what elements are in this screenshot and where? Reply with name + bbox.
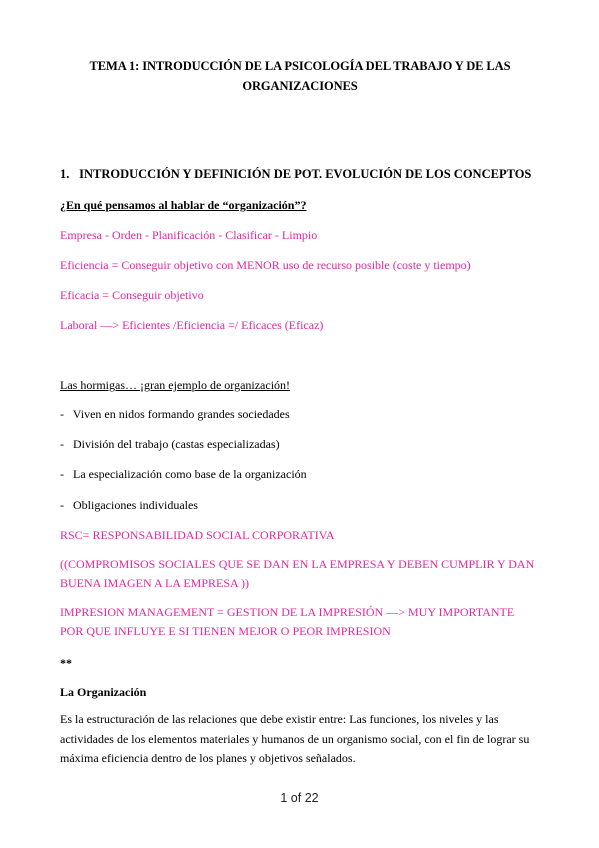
pink-line: Empresa - Orden - Planificación - Clasificar - Limpio (60, 228, 318, 242)
bullet-marker: - (60, 407, 64, 421)
org-definition: Es la estructuración de las relaciones que debe existir entre: Las funciones, los niveles y las actividades de los elementos materiales y humanos de un organismo social, con el fin de lograr su máxima eficiencia dentro de los planes y objetivos señalados. (60, 712, 530, 765)
section-heading (60, 166, 531, 182)
pink-line: Eficiencia = Conseguir objetivo con MENOR uso de recurso posible (coste y tiempo) (60, 258, 471, 272)
org-heading: La Organización (60, 685, 147, 699)
section-number: 1. (60, 167, 70, 181)
list-item (60, 466, 307, 482)
bullet-marker: - (60, 437, 64, 451)
impression-note: IMPRESION MANAGEMENT = GESTION DE LA IMPRESIÓN —> MUY IMPORTANTE POR QUE INFLUYE E SI TIENEN MEJOR O PEOR IMPRESION (60, 605, 515, 638)
list-item-text: División del trabajo (castas especializadas) (73, 437, 280, 451)
page-indicator: 1 of 22 (280, 791, 319, 805)
ants-heading: Las hormigas… ¡gran ejemplo de organización! (60, 378, 291, 392)
bullet-marker: - (60, 498, 64, 512)
pink-line: Laboral —> Eficientes /Eficiencia =/ Eficaces (Eficaz) (60, 318, 324, 332)
rsc-note: ((COMPROMISOS SOCIALES QUE SE DAN EN LA EMPRESA Y DEBEN CUMPLIR Y DAN BUENA IMAGEN A LA EMPRESA )) (60, 557, 535, 590)
list-item-text: Viven en nidos formando grandes sociedades (72, 407, 290, 421)
pink-line: Eficacia = Conseguir objetivo (60, 288, 204, 302)
list-item-text: La especialización como base de la organización (73, 467, 307, 481)
list-item-text: Obligaciones individuales (73, 498, 198, 512)
document-title: TEMA 1: INTRODUCCIÓN DE LA PSICOLOGÍA DEL TRABAJO Y DE LAS ORGANIZACIONES (89, 59, 511, 93)
bullet-marker: - (60, 467, 64, 481)
question-heading: ¿En qué pensamos al hablar de “organización”? (60, 198, 307, 212)
list-item (60, 436, 280, 452)
rsc-line: RSC= RESPONSABILIDAD SOCIAL CORPORATIVA (60, 528, 335, 542)
list-item (60, 406, 290, 422)
separator: ** (60, 656, 72, 670)
list-item (60, 497, 198, 513)
section-heading-text: INTRODUCCIÓN Y DEFINICIÓN DE POT. EVOLUCIÓN DE LOS CONCEPTOS (79, 167, 532, 181)
